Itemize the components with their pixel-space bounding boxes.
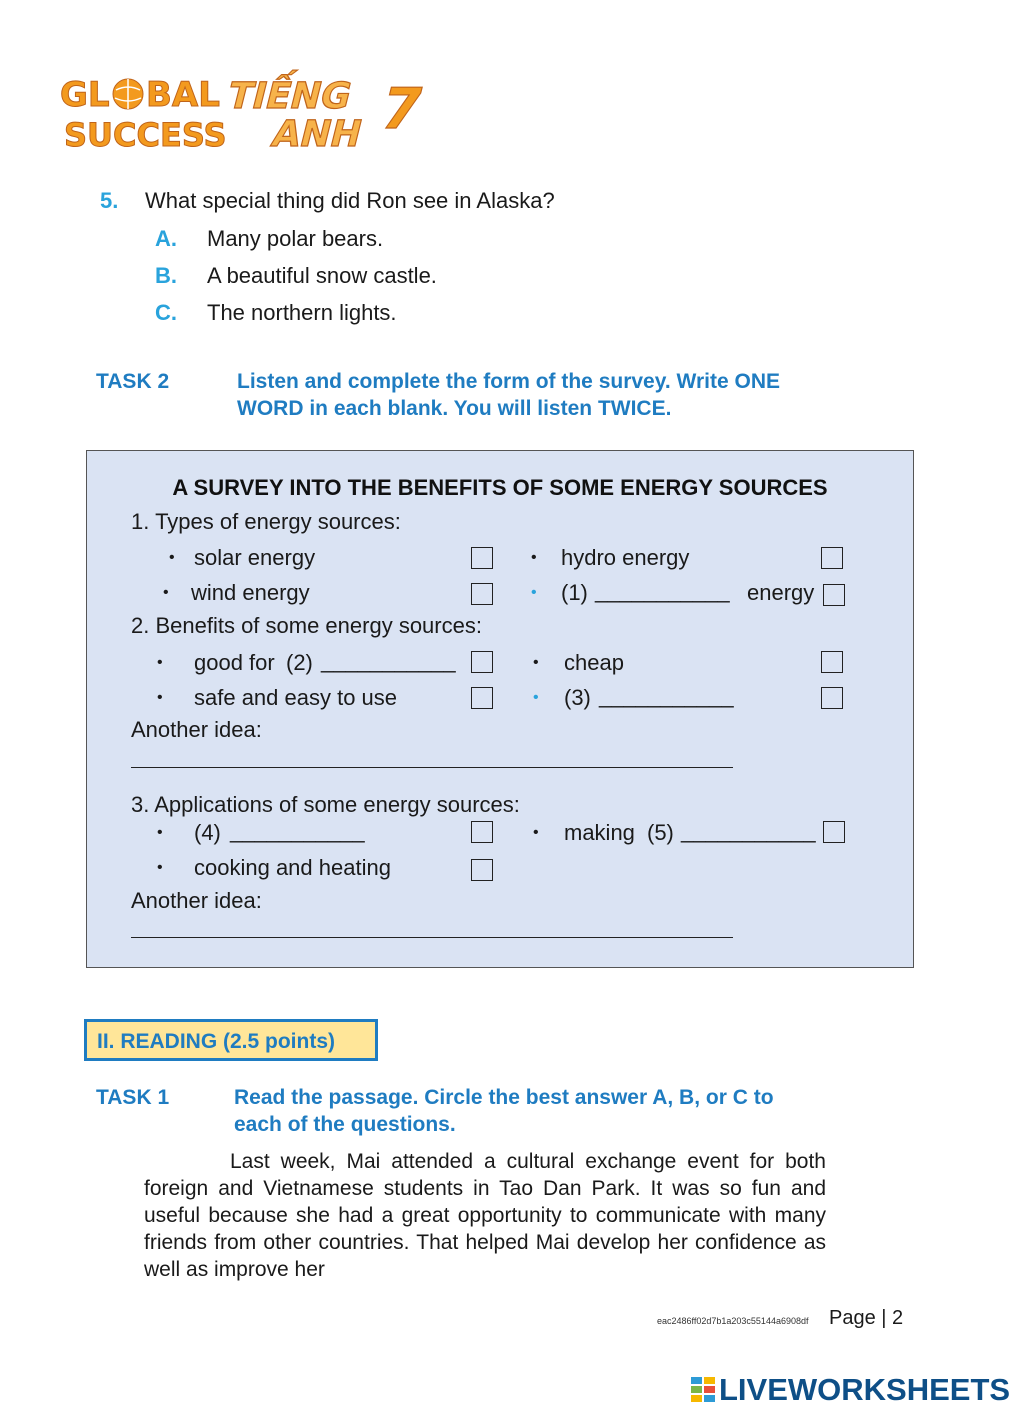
task2-instruction-line1: Listen and complete the form of the survey. Write ONE bbox=[237, 370, 780, 393]
svg-text:ANH: ANH bbox=[267, 112, 367, 155]
option-letter: C. bbox=[155, 300, 177, 325]
blank-number: (4) bbox=[194, 820, 221, 845]
page-number: Page | 2 bbox=[829, 1307, 904, 1329]
bullet-icon: • bbox=[157, 859, 163, 876]
checkbox[interactable] bbox=[471, 821, 493, 843]
option-text[interactable]: Many polar bears. bbox=[207, 226, 384, 251]
question-number: 5. bbox=[100, 188, 119, 213]
bullet-icon: • bbox=[533, 824, 539, 841]
document-code: eac2486ff02d7b1a203c55144a6908df bbox=[657, 1316, 809, 1326]
bullet-icon: • bbox=[533, 654, 539, 671]
bullet-icon: • bbox=[531, 584, 537, 601]
question-text: What special thing did Ron see in Alaska? bbox=[145, 188, 555, 213]
bullet-icon: • bbox=[163, 584, 169, 601]
svg-text:BAL: BAL bbox=[146, 75, 220, 115]
item-label: cheap bbox=[564, 650, 624, 675]
another-idea-line[interactable] bbox=[131, 767, 733, 768]
checkbox[interactable] bbox=[821, 547, 843, 569]
another-idea-line[interactable] bbox=[131, 937, 733, 938]
item-label: hydro energy bbox=[561, 545, 690, 570]
option-letter: B. bbox=[155, 263, 177, 288]
checkbox[interactable] bbox=[471, 651, 493, 673]
checkbox[interactable] bbox=[471, 859, 493, 881]
option-text[interactable]: The northern lights. bbox=[207, 300, 397, 325]
survey-title: A SURVEY INTO THE BENEFITS OF SOME ENERGY SOURCES bbox=[172, 475, 828, 500]
blank-number: (1) bbox=[561, 580, 588, 605]
liveworksheets-brand: LIVEWORKSHEETS bbox=[719, 1372, 1010, 1407]
option-text[interactable]: A beautiful snow castle. bbox=[207, 263, 437, 288]
checkbox[interactable] bbox=[471, 547, 493, 569]
blank-2[interactable]: ___________ bbox=[321, 648, 456, 673]
section-heading: 3. Applications of some energy sources: bbox=[131, 792, 520, 817]
svg-text:TIẾNG: TIẾNG bbox=[223, 74, 357, 117]
blank-number: (5) bbox=[647, 820, 674, 845]
tieng-anh-7-logo bbox=[218, 66, 438, 156]
option-letter: A. bbox=[155, 226, 177, 251]
survey-form bbox=[86, 450, 914, 968]
reading-section-heading bbox=[84, 1019, 378, 1061]
blank-4[interactable]: ___________ bbox=[230, 818, 365, 843]
checkbox[interactable] bbox=[471, 583, 493, 605]
reading-passage: Last week, Mai attended a cultural exchange event for both foreign and Vietnamese students in Tao Dan Park. It was so fun and useful because she had a great opportunity to communicate with many friends from other countries. That helped Mai develop her confidence as well as improve her bbox=[144, 1150, 826, 1281]
svg-text:SUCCESS: SUCCESS bbox=[64, 116, 227, 154]
svg-text:7: 7 bbox=[374, 76, 430, 142]
checkbox[interactable] bbox=[821, 687, 843, 709]
item-label: energy bbox=[747, 580, 815, 605]
another-idea-label: Another idea: bbox=[131, 717, 262, 742]
checkbox[interactable] bbox=[471, 687, 493, 709]
blank-number: (2) bbox=[286, 650, 313, 675]
blank-1[interactable]: ___________ bbox=[595, 578, 730, 603]
bullet-icon: • bbox=[533, 689, 539, 706]
checkbox[interactable] bbox=[823, 584, 845, 606]
item-label: cooking and heating bbox=[194, 855, 391, 880]
another-idea-label: Another idea: bbox=[131, 888, 262, 913]
blank-number: (3) bbox=[564, 685, 591, 710]
item-label: making bbox=[564, 820, 635, 845]
task1-instruction-line1: Read the passage. Circle the best answer A, B, or C to bbox=[234, 1086, 774, 1109]
item-label: wind energy bbox=[191, 580, 310, 605]
reading-heading-text: II. READING (2.5 points) bbox=[97, 1030, 336, 1053]
bullet-icon: • bbox=[157, 689, 163, 706]
task1-instruction-line2: each of the questions. bbox=[234, 1113, 456, 1136]
section-heading: 1. Types of energy sources: bbox=[131, 509, 401, 534]
bullet-icon: • bbox=[157, 654, 163, 671]
bullet-icon: • bbox=[157, 824, 163, 841]
checkbox[interactable] bbox=[823, 821, 845, 843]
section-heading: 2. Benefits of some energy sources: bbox=[131, 613, 482, 638]
global-success-logo bbox=[56, 62, 227, 154]
checkbox[interactable] bbox=[821, 651, 843, 673]
task2-instruction-line2: WORD in each blank. You will listen TWICE. bbox=[237, 397, 672, 420]
item-label: solar energy bbox=[194, 545, 316, 570]
liveworksheets-logo-icon bbox=[691, 1377, 717, 1403]
blank-3[interactable]: ___________ bbox=[599, 683, 734, 708]
item-label: good for bbox=[194, 650, 275, 675]
svg-text:GL: GL bbox=[60, 75, 110, 115]
task2-label: TASK 2 bbox=[96, 370, 170, 393]
bullet-icon: • bbox=[169, 549, 175, 566]
item-label: safe and easy to use bbox=[194, 685, 398, 710]
blank-5[interactable]: ___________ bbox=[681, 818, 816, 843]
task1-label: TASK 1 bbox=[96, 1086, 170, 1109]
bullet-icon: • bbox=[531, 549, 537, 566]
